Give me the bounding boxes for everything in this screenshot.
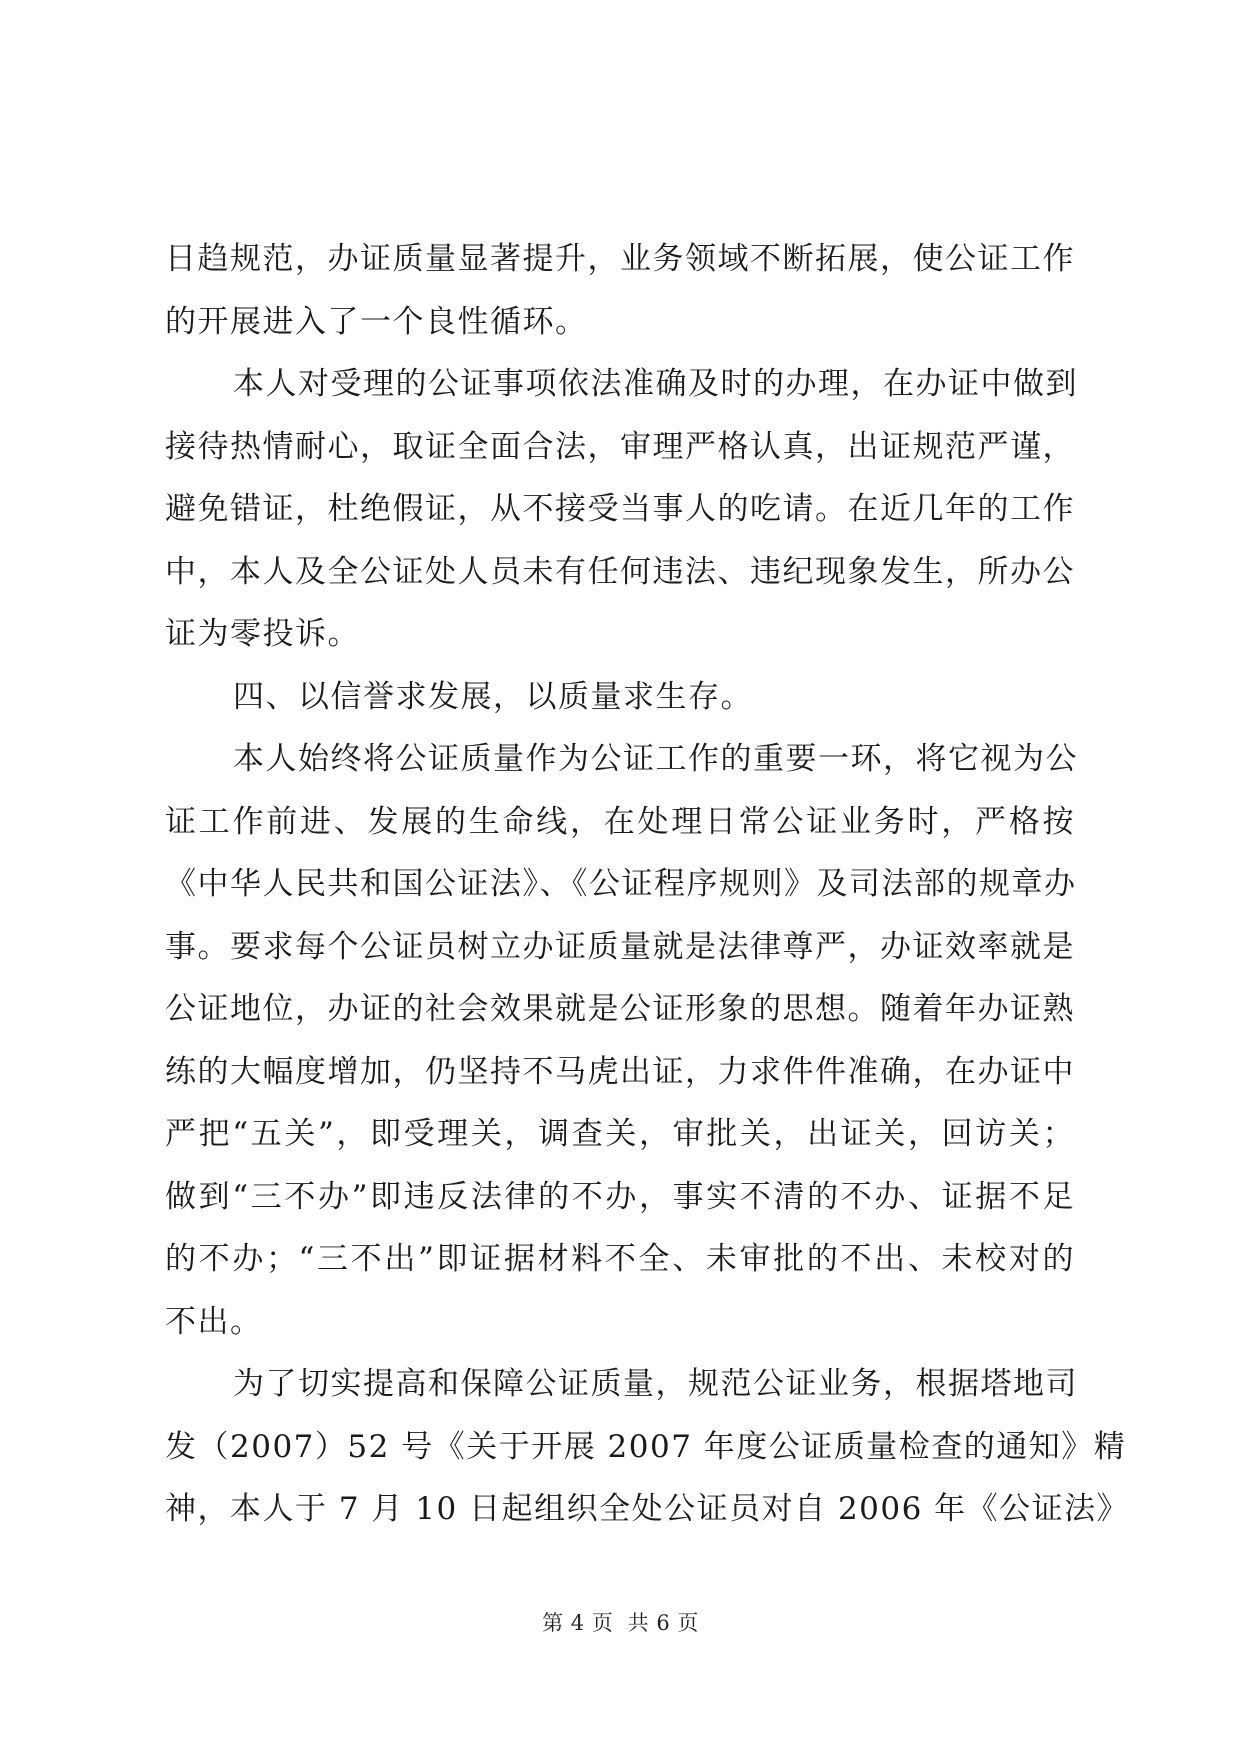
text-line: 证为零投诉。 (165, 616, 360, 652)
text-line: 本人对受理的公证事项依法准确及时的办理，在办证中做到 (233, 366, 1078, 402)
text-line: 的不办；“三不出”即证据材料不全、未审批的不出、未校对的 (165, 1241, 1075, 1277)
text-line: 做到“三不办”即违反法律的不办，事实不清的不办、证据不足 (165, 1178, 1075, 1215)
text-line: 的开展进入了一个良性循环。 (165, 303, 588, 340)
text-line: 《中华人民共和国公证法》、《公证程序规则》及司法部的规章办 (165, 866, 1077, 902)
text-line: 中，本人及全公证处人员未有任何违法、违纪现象发生，所办公 (165, 553, 1075, 590)
text-line: 公证地位，办证的社会效果就是公证形象的思想。随着年办证熟 (165, 991, 1075, 1027)
text-line: 避免错证，杜绝假证，从不接受当事人的吃请。在近几年的工作 (165, 491, 1075, 527)
text-line: 练的大幅度增加，仍坚持不马虎出证，力求件件准确，在办证中 (165, 1053, 1075, 1090)
text-line: 四、以信誉求发展，以质量求生存。 (233, 678, 753, 715)
page-footer (0, 1607, 1241, 1637)
text-line: 本人始终将公证质量作为公证工作的重要一环，将它视为公 (233, 741, 1078, 777)
text-line: 证工作前进、发展的生命线，在处理日常公证业务时，严格按 (165, 803, 1075, 840)
text-line: 日趋规范，办证质量显著提升，业务领域不断拓展，使公证工作 (165, 241, 1075, 277)
text-line: 神，本人于 7 月 10 日起组织全处公证员对自 2006 年《公证法》 (165, 1491, 1130, 1527)
page-number-label: 第 4 页 共 6 页 (542, 1611, 699, 1635)
text-line: 发（2007）52 号《关于开展 2007 年度公证质量检查的通知》精 (165, 1428, 1127, 1465)
text-line: 不出。 (165, 1303, 263, 1340)
text-line: 事。要求每个公证员树立办证质量就是法律尊严，办证效率就是 (165, 928, 1075, 965)
document-body (165, 228, 1130, 1541)
text-line: 为了切实提高和保障公证质量，规范公证业务，根据塔地司 (233, 1366, 1078, 1402)
text-line: 接待热情耐心，取证全面合法，审理严格认真，出证规范严谨， (165, 428, 1075, 465)
text-line: 严把“五关”，即受理关，调查关，审批关，出证关，回访关； (165, 1116, 1075, 1152)
